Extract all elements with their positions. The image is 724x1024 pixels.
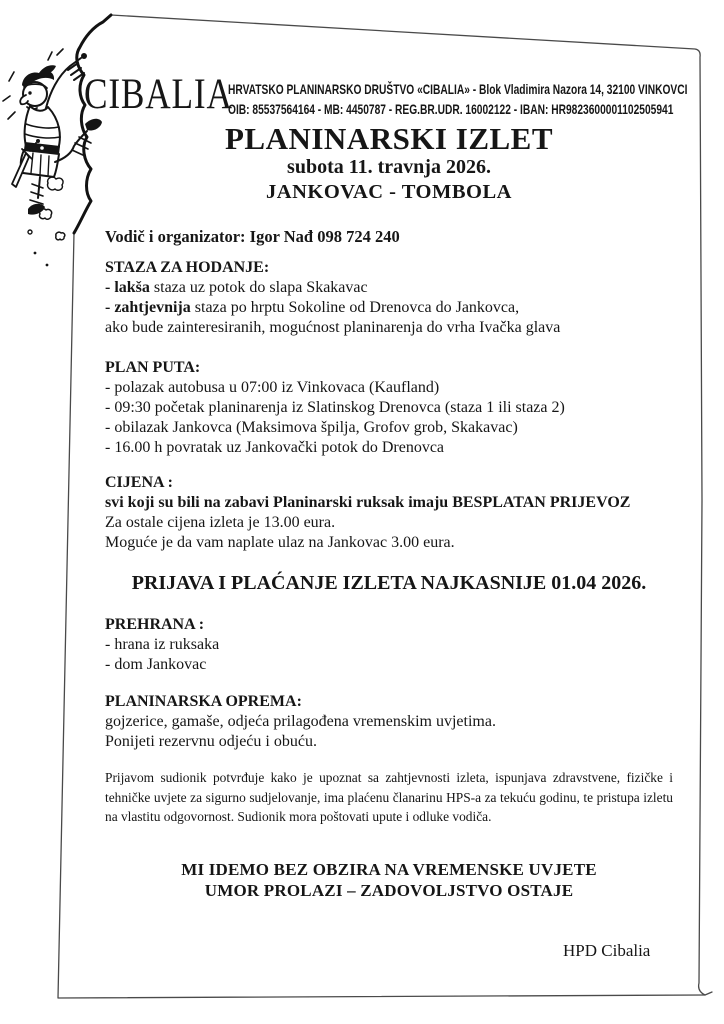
slogan-line: UMOR PROLAZI – ZADOVOLJSTVO OSTAJE: [204, 881, 574, 900]
itinerary-item: - obilazak Jankovca (Maksimova špilja, Grofov grob, Skakavac): [105, 419, 518, 436]
org-registry-line: OIB: 85537564164 - MB: 4450787 - REG.BR.UDR. 16002122 - IBAN: HR9823600001102505941: [228, 101, 674, 117]
price-regular-line: Za ostale cijena izleta je 13.00 eura.: [105, 514, 336, 531]
organizer-line: Vodič i organizator: Igor Nađ 098 724 240: [105, 227, 400, 246]
event-destination: JANKOVAC - TOMBOLA: [266, 181, 512, 203]
trail-easy-desc: staza uz potok do slapa Skakavac: [149, 279, 368, 296]
section-food: [105, 615, 673, 675]
price-entry-fee-line: Moguće je da vam naplate ulaz na Jankovac 3.00 eura.: [105, 534, 455, 551]
section-equipment: [105, 692, 673, 752]
section-trails-heading: STAZA ZA HODANJE:: [105, 259, 270, 276]
club-slogan: [105, 859, 673, 901]
trail-hard-line: [105, 298, 673, 318]
price-free-transport-line: svi koji su bili na zabavi Planinarski ruksak imaju BESPLATAN PRIJEVOZ: [105, 494, 631, 511]
food-item: - dom Jankovac: [105, 656, 207, 673]
title-block: [105, 122, 673, 205]
org-address-line: HRVATSKO PLANINARSKO DRUŠTVO «CIBALIA» - Blok Vladimira Nazora 14, 32100 VINKOVCI: [228, 81, 688, 97]
registration-deadline-notice: PRIJAVA I PLAĆANJE IZLETA NAJKASNIJE 01.04 2026.: [131, 572, 647, 594]
club-logo-text: CIBALIA: [84, 71, 233, 118]
section-food-heading: PREHRANA :: [105, 616, 205, 633]
section-price-heading: CIJENA :: [105, 474, 174, 491]
slogan-line: MI IDEMO BEZ OBZIRA NA VREMENSKE UVJETE: [181, 860, 597, 879]
trail-hard-label: - zahtjevnija: [105, 299, 191, 316]
section-equipment-heading: PLANINARSKA OPREMA:: [105, 693, 302, 710]
trail-note-line: ako bude zainteresiranih, mogućnost planinarenja do vrha Ivačka glava: [105, 319, 561, 336]
equipment-line: gojzerice, gamaše, odjeća prilagođena vremenskim uvjetima.: [105, 713, 496, 730]
event-title: PLANINARSKI IZLET: [224, 121, 554, 156]
section-trails: [105, 258, 673, 338]
trail-easy-label: - lakša: [105, 279, 150, 296]
signature: HPD Cibalia: [563, 941, 651, 960]
section-itinerary: [105, 358, 673, 458]
trail-hard-desc: staza po hrptu Sokoline od Drenovca do Jankovca,: [190, 299, 520, 316]
food-item: - hrana iz ruksaka: [105, 636, 220, 653]
liability-disclaimer: Prijavom sudionik potvrđuje kako je upoznat sa zahtjevnosti izleta, ispunjava zdravstvene, fizičke i tehničke uvjete za sigurno sudjelovanje, ima plaćenu članarinu HPS-a za tekuću godinu, te pristupa izletu na vlastitu odgovornost. Sudionik mora poštovati upute i odluke vodiča.: [105, 770, 673, 825]
itinerary-item: - 09:30 početak planinarenja iz Slatinskog Drenovca (staza 1 ili staza 2): [105, 399, 565, 416]
trail-easy-line: [105, 278, 673, 298]
section-itinerary-heading: PLAN PUTA:: [105, 359, 201, 376]
section-price: [105, 473, 673, 553]
itinerary-item: - 16.00 h povratak uz Jankovački potok do Drenovca: [105, 439, 445, 456]
org-info-block: [228, 79, 698, 119]
equipment-line: Ponijeti rezervnu odjeću i obuću.: [105, 733, 317, 750]
itinerary-item: - polazak autobusa u 07:00 iz Vinkovaca (Kaufland): [105, 379, 440, 396]
event-date: subota 11. travnja 2026.: [287, 156, 491, 178]
